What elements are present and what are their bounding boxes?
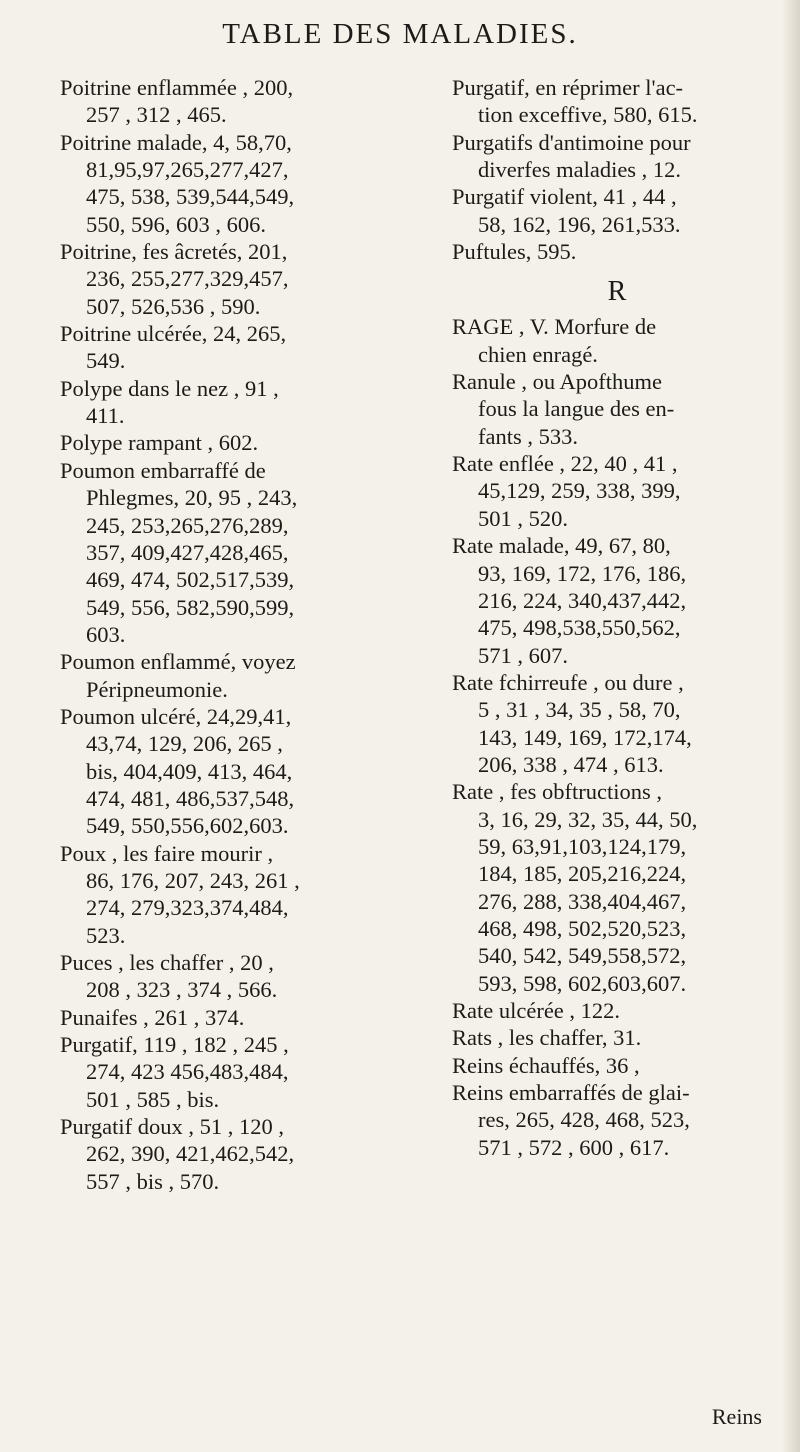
entry-continuation: tion exceffive, 580, 615. xyxy=(478,102,698,128)
index-entry xyxy=(452,368,782,450)
index-entry xyxy=(452,997,782,1024)
entry-heading: Rate fchirreufe , ou dure , xyxy=(452,669,684,695)
entry-continuation: 262, 390, 421,462,542, xyxy=(86,1141,295,1167)
entry-continuation: 540, 542, 549,558,572, xyxy=(478,943,687,969)
entry-continuation: 475, 498,538,550,562, xyxy=(478,615,681,641)
index-entry xyxy=(60,1031,440,1113)
entry-continuation: 86, 176, 207, 243, 261 , xyxy=(86,867,300,893)
entry-heading: RAGE , V. Morfure de xyxy=(452,314,657,340)
entry-continuation: 411. xyxy=(86,403,125,429)
entry-continuation: 143, 149, 169, 172,174, xyxy=(478,724,692,750)
entry-continuation: 276, 288, 338,404,467, xyxy=(478,888,687,914)
entry-continuation: 501 , 585 , bis. xyxy=(86,1086,220,1112)
right-column xyxy=(452,74,782,1161)
right-column-bottom xyxy=(452,313,782,1161)
entry-heading: Poumon embarraffé de xyxy=(60,457,266,483)
entry-continuation: 43,74, 129, 206, 265 , xyxy=(86,731,283,757)
entry-heading: Poitrine ulcérée, 24, 265, xyxy=(60,321,287,347)
index-entry xyxy=(452,450,782,532)
entry-heading: Poux , les faire mourir , xyxy=(60,840,274,866)
entry-continuation: 58, 162, 196, 261,533. xyxy=(478,211,681,237)
entry-continuation: 206, 338 , 474 , 613. xyxy=(478,751,664,777)
index-entry xyxy=(452,778,782,997)
entry-heading: Rate malade, 49, 67, 80, xyxy=(452,533,671,559)
entry-heading: Reins échauffés, 36 , xyxy=(452,1052,640,1078)
index-entry xyxy=(60,129,440,238)
entry-heading: Puftules, 595. xyxy=(452,239,577,265)
index-entry xyxy=(452,313,782,368)
index-entry xyxy=(60,949,440,1004)
index-entry xyxy=(60,238,440,320)
entry-heading: Purgatif violent, 41 , 44 , xyxy=(452,184,677,210)
entry-heading: Poitrine, fes âcretés, 201, xyxy=(60,239,288,265)
entry-heading: Poumon enflammé, voyez xyxy=(60,649,296,675)
index-entry xyxy=(60,1004,440,1031)
entry-heading: Poumon ulcéré, 24,29,41, xyxy=(60,703,292,729)
index-entry xyxy=(452,1052,782,1079)
entry-continuation: chien enragé. xyxy=(478,341,598,367)
entry-continuation: Péripneumonie. xyxy=(86,676,228,702)
entry-continuation: 5 , 31 , 34, 35 , 58, 70, xyxy=(478,697,681,723)
index-entry xyxy=(452,1024,782,1051)
entry-continuation: 357, 409,427,428,465, xyxy=(86,539,289,565)
entry-heading: Purgatif doux , 51 , 120 , xyxy=(60,1114,284,1140)
index-entry xyxy=(60,429,440,456)
entry-heading: Rats , les chaffer, 31. xyxy=(452,1025,642,1051)
entry-continuation: 549. xyxy=(86,348,126,374)
index-entry xyxy=(60,74,440,129)
page-title: TABLE DES MALADIES. xyxy=(222,18,578,50)
entry-continuation: 45,129, 259, 338, 399, xyxy=(478,478,681,504)
entry-continuation: 216, 224, 340,437,442, xyxy=(478,587,687,613)
entry-continuation: 81,95,97,265,277,427, xyxy=(86,157,289,183)
index-entry xyxy=(60,1113,440,1195)
index-entry xyxy=(60,648,440,703)
entry-continuation: 208 , 323 , 374 , 566. xyxy=(86,977,278,1003)
index-entry xyxy=(452,183,782,238)
entry-heading: Reins embarraffés de glai- xyxy=(452,1080,690,1106)
entry-continuation: 501 , 520. xyxy=(478,505,568,531)
entry-heading: Puces , les chaffer , 20 , xyxy=(60,950,274,975)
entry-continuation: 245, 253,265,276,289, xyxy=(86,512,289,538)
entry-continuation: 468, 498, 502,520,523, xyxy=(478,915,687,941)
entry-heading: Purgatifs d'antimoine pour xyxy=(452,129,691,155)
entry-continuation: diverfes maladies , 12. xyxy=(478,157,682,183)
section-letter: R xyxy=(607,276,627,308)
catchword: Reins xyxy=(711,1404,762,1429)
entry-heading: Punaifes , 261 , 374. xyxy=(60,1004,245,1030)
entry-heading: Ranule , ou Apofthume xyxy=(452,369,662,395)
entry-continuation: 475, 538, 539,544,549, xyxy=(86,184,295,210)
entry-continuation: 274, 279,323,374,484, xyxy=(86,895,289,921)
entry-heading: Poitrine enflammée , 200, xyxy=(60,75,294,100)
index-entry xyxy=(60,840,440,949)
index-entry xyxy=(60,703,440,840)
entry-continuation: 3, 16, 29, 32, 35, 44, 50, xyxy=(478,806,698,832)
entry-heading: Polype rampant , 602. xyxy=(60,430,259,456)
entry-continuation: 549, 556, 582,590,599, xyxy=(86,594,295,620)
index-entry xyxy=(452,238,782,265)
entry-heading: Rate enflée , 22, 40 , 41 , xyxy=(452,451,678,477)
index-entry xyxy=(60,320,440,375)
right-column-top xyxy=(452,74,782,265)
left-column xyxy=(60,74,440,1195)
index-entry xyxy=(60,457,440,648)
entry-continuation: 474, 481, 486,537,548, xyxy=(86,785,295,811)
entry-heading: Poitrine malade, 4, 58,70, xyxy=(60,129,292,155)
entry-continuation: fants , 533. xyxy=(478,423,578,449)
page-edge xyxy=(782,0,800,1452)
entry-continuation: 274, 423 456,483,484, xyxy=(86,1059,289,1085)
entry-continuation: bis, 404,409, 413, 464, xyxy=(86,758,293,784)
index-entry xyxy=(60,375,440,430)
entry-continuation: 184, 185, 205,216,224, xyxy=(478,861,687,887)
index-entry xyxy=(452,129,782,184)
entry-continuation: 571 , 572 , 600 , 617. xyxy=(478,1134,670,1160)
entry-continuation: 593, 598, 602,603,607. xyxy=(478,970,687,996)
entry-continuation: 523. xyxy=(86,922,126,948)
entry-continuation: 549, 550,556,602,603. xyxy=(86,813,289,839)
entry-continuation: 507, 526,536 , 590. xyxy=(86,293,261,319)
index-entry xyxy=(452,669,782,778)
index-entry xyxy=(452,532,782,669)
entry-heading: Purgatif, en réprimer l'ac- xyxy=(452,75,684,100)
entry-heading: Rate ulcérée , 122. xyxy=(452,998,621,1023)
entry-continuation: 557 , bis , 570. xyxy=(86,1168,220,1194)
entry-continuation: fous la langue des en- xyxy=(478,396,675,422)
entry-heading: Purgatif, 119 , 182 , 245 , xyxy=(60,1032,289,1058)
entry-heading: Rate , fes obftructions , xyxy=(452,779,662,805)
entry-continuation: 469, 474, 502,517,539, xyxy=(86,567,295,593)
entry-continuation: 93, 169, 172, 176, 186, xyxy=(478,560,687,586)
entry-continuation: res, 265, 428, 468, 523, xyxy=(478,1107,690,1133)
entry-continuation: 59, 63,91,103,124,179, xyxy=(478,833,687,859)
entry-continuation: 257 , 312 , 465. xyxy=(86,102,227,128)
entry-continuation: Phlegmes, 20, 95 , 243, xyxy=(86,485,298,511)
entry-continuation: 603. xyxy=(86,621,126,647)
entry-continuation: 236, 255,277,329,457, xyxy=(86,266,289,292)
index-entry xyxy=(452,1079,782,1161)
entry-continuation: 571 , 607. xyxy=(478,642,568,668)
entry-heading: Polype dans le nez , 91 , xyxy=(60,375,279,401)
index-entry xyxy=(452,74,782,129)
entry-continuation: 550, 596, 603 , 606. xyxy=(86,211,266,237)
